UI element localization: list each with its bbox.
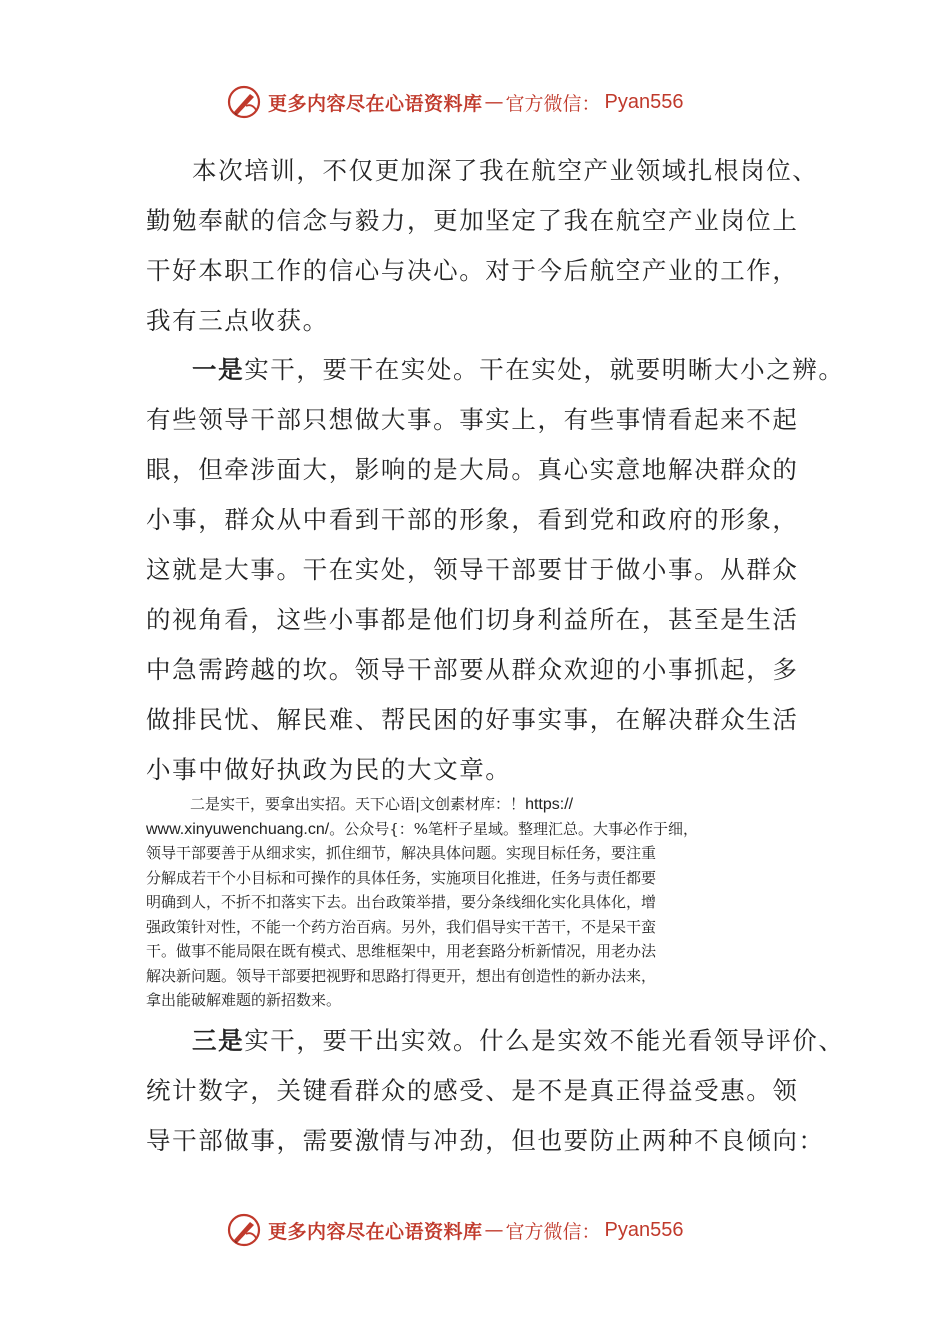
text-line: 小事中做好执政为民的大文章。 xyxy=(146,755,512,784)
text-line: 导干部做事，需要激情与冲劲，但也要防止两种不良倾向： xyxy=(146,1126,825,1155)
header-banner xyxy=(226,82,684,122)
text-line: 拿出能破解难题的新招数来。 xyxy=(146,991,342,1009)
point-lead: 一是 xyxy=(192,355,245,384)
text-line: 领导干部要善于从细求实，抓住细节，解决具体问题。实现目标任务，要注重 xyxy=(146,844,657,862)
text-line xyxy=(146,345,845,395)
paragraph-intro xyxy=(146,146,826,346)
text-line xyxy=(146,1016,845,1066)
pen-logo-icon xyxy=(226,1212,262,1248)
text-line: 干好本职工作的信心与决心。对于今后航空产业的工作， xyxy=(146,256,799,285)
banner-text: 更多内容尽在心语资料库 xyxy=(268,1220,483,1243)
point-first-line: 实干，要干在实处。干在实处，就要明晰大小之辨。 xyxy=(244,355,845,384)
text-line: 分解成若干个小目标和可操作的具体任务，实施项目化推进，任务与责任都要 xyxy=(146,868,657,887)
banner-separator: — xyxy=(484,91,504,113)
point-lead: 三是 xyxy=(192,1026,245,1055)
footer-banner xyxy=(226,1210,684,1250)
point-first-line: 实干，要干出实效。什么是实效不能光看领导评价、 xyxy=(244,1026,845,1055)
link-text: https:// xyxy=(525,796,574,813)
text-line: 干。做事不能局限在既有模式、思维框架中，用老套路分析新情况，用老办法 xyxy=(146,942,657,960)
banner-wechat-label: 官方微信： xyxy=(505,92,601,115)
text-line xyxy=(146,817,806,842)
text-line: 统计数字，关键看群众的感受、是不是真正得益受惠。领 xyxy=(146,1076,799,1105)
point-two-second-b: 。公众号{：%笔杆子星域。整理汇总。大事必作于细， xyxy=(329,819,699,838)
paragraph-point-one xyxy=(146,345,845,795)
text-line: 强政策针对性，不能一个药方治百病。另外，我们倡导实干苦干，不是呆干蛮 xyxy=(146,917,657,936)
text-line: 做排民忧、解民难、帮民困的好事实事，在解决群众生活 xyxy=(146,705,799,734)
text-line xyxy=(146,792,806,817)
paragraph-point-three xyxy=(146,1016,845,1166)
text-line: 解决新问题。领导干部要把视野和思路打得更开，想出有创造性的新办法来， xyxy=(146,966,657,985)
text-line: 有些领导干部只想做大事。事实上，有些事情看起来不起 xyxy=(146,405,799,434)
text-line: 我有三点收获。 xyxy=(146,306,329,335)
text-line: 明确到人，不折不扣落实下去。出台政策举措，要分条线细化实化具体化，增 xyxy=(146,893,657,911)
banner-wechat-id: Pyan556 xyxy=(604,90,684,113)
banner-text: 更多内容尽在心语资料库 xyxy=(268,92,483,115)
text-line: 这就是大事。干在实处，领导干部要甘于做小事。从群众 xyxy=(146,555,799,584)
pen-logo-icon xyxy=(226,84,262,120)
text-line: 眼，但牵涉面大，影响的是大局。真心实意地解决群众的 xyxy=(146,455,799,484)
text-line: 勤勉奉献的信念与毅力，更加坚定了我在航空产业岗位上 xyxy=(146,206,799,235)
url-text: www.xinyuwenchuang.cn/ xyxy=(146,820,330,838)
text-line: 本次培训，不仅更加深了我在航空产业领域扎根岗位、 xyxy=(192,156,819,185)
banner-wechat-label: 官方微信： xyxy=(505,1220,601,1243)
banner-wechat-id: Pyan556 xyxy=(604,1218,684,1241)
banner-separator: — xyxy=(484,1219,504,1241)
text-line: 中急需跨越的坎。领导干部要从群众欢迎的小事抓起，多 xyxy=(146,655,799,684)
point-two-first-a: 二是实干，要拿出实招。天下心语|文创素材库：！ xyxy=(190,795,526,813)
text-line: 的视角看，这些小事都是他们切身利益所在，甚至是生活 xyxy=(146,605,799,634)
text-line: 小事，群众从中看到干部的形象，看到党和政府的形象， xyxy=(146,505,799,534)
paragraph-point-two xyxy=(146,792,806,1013)
